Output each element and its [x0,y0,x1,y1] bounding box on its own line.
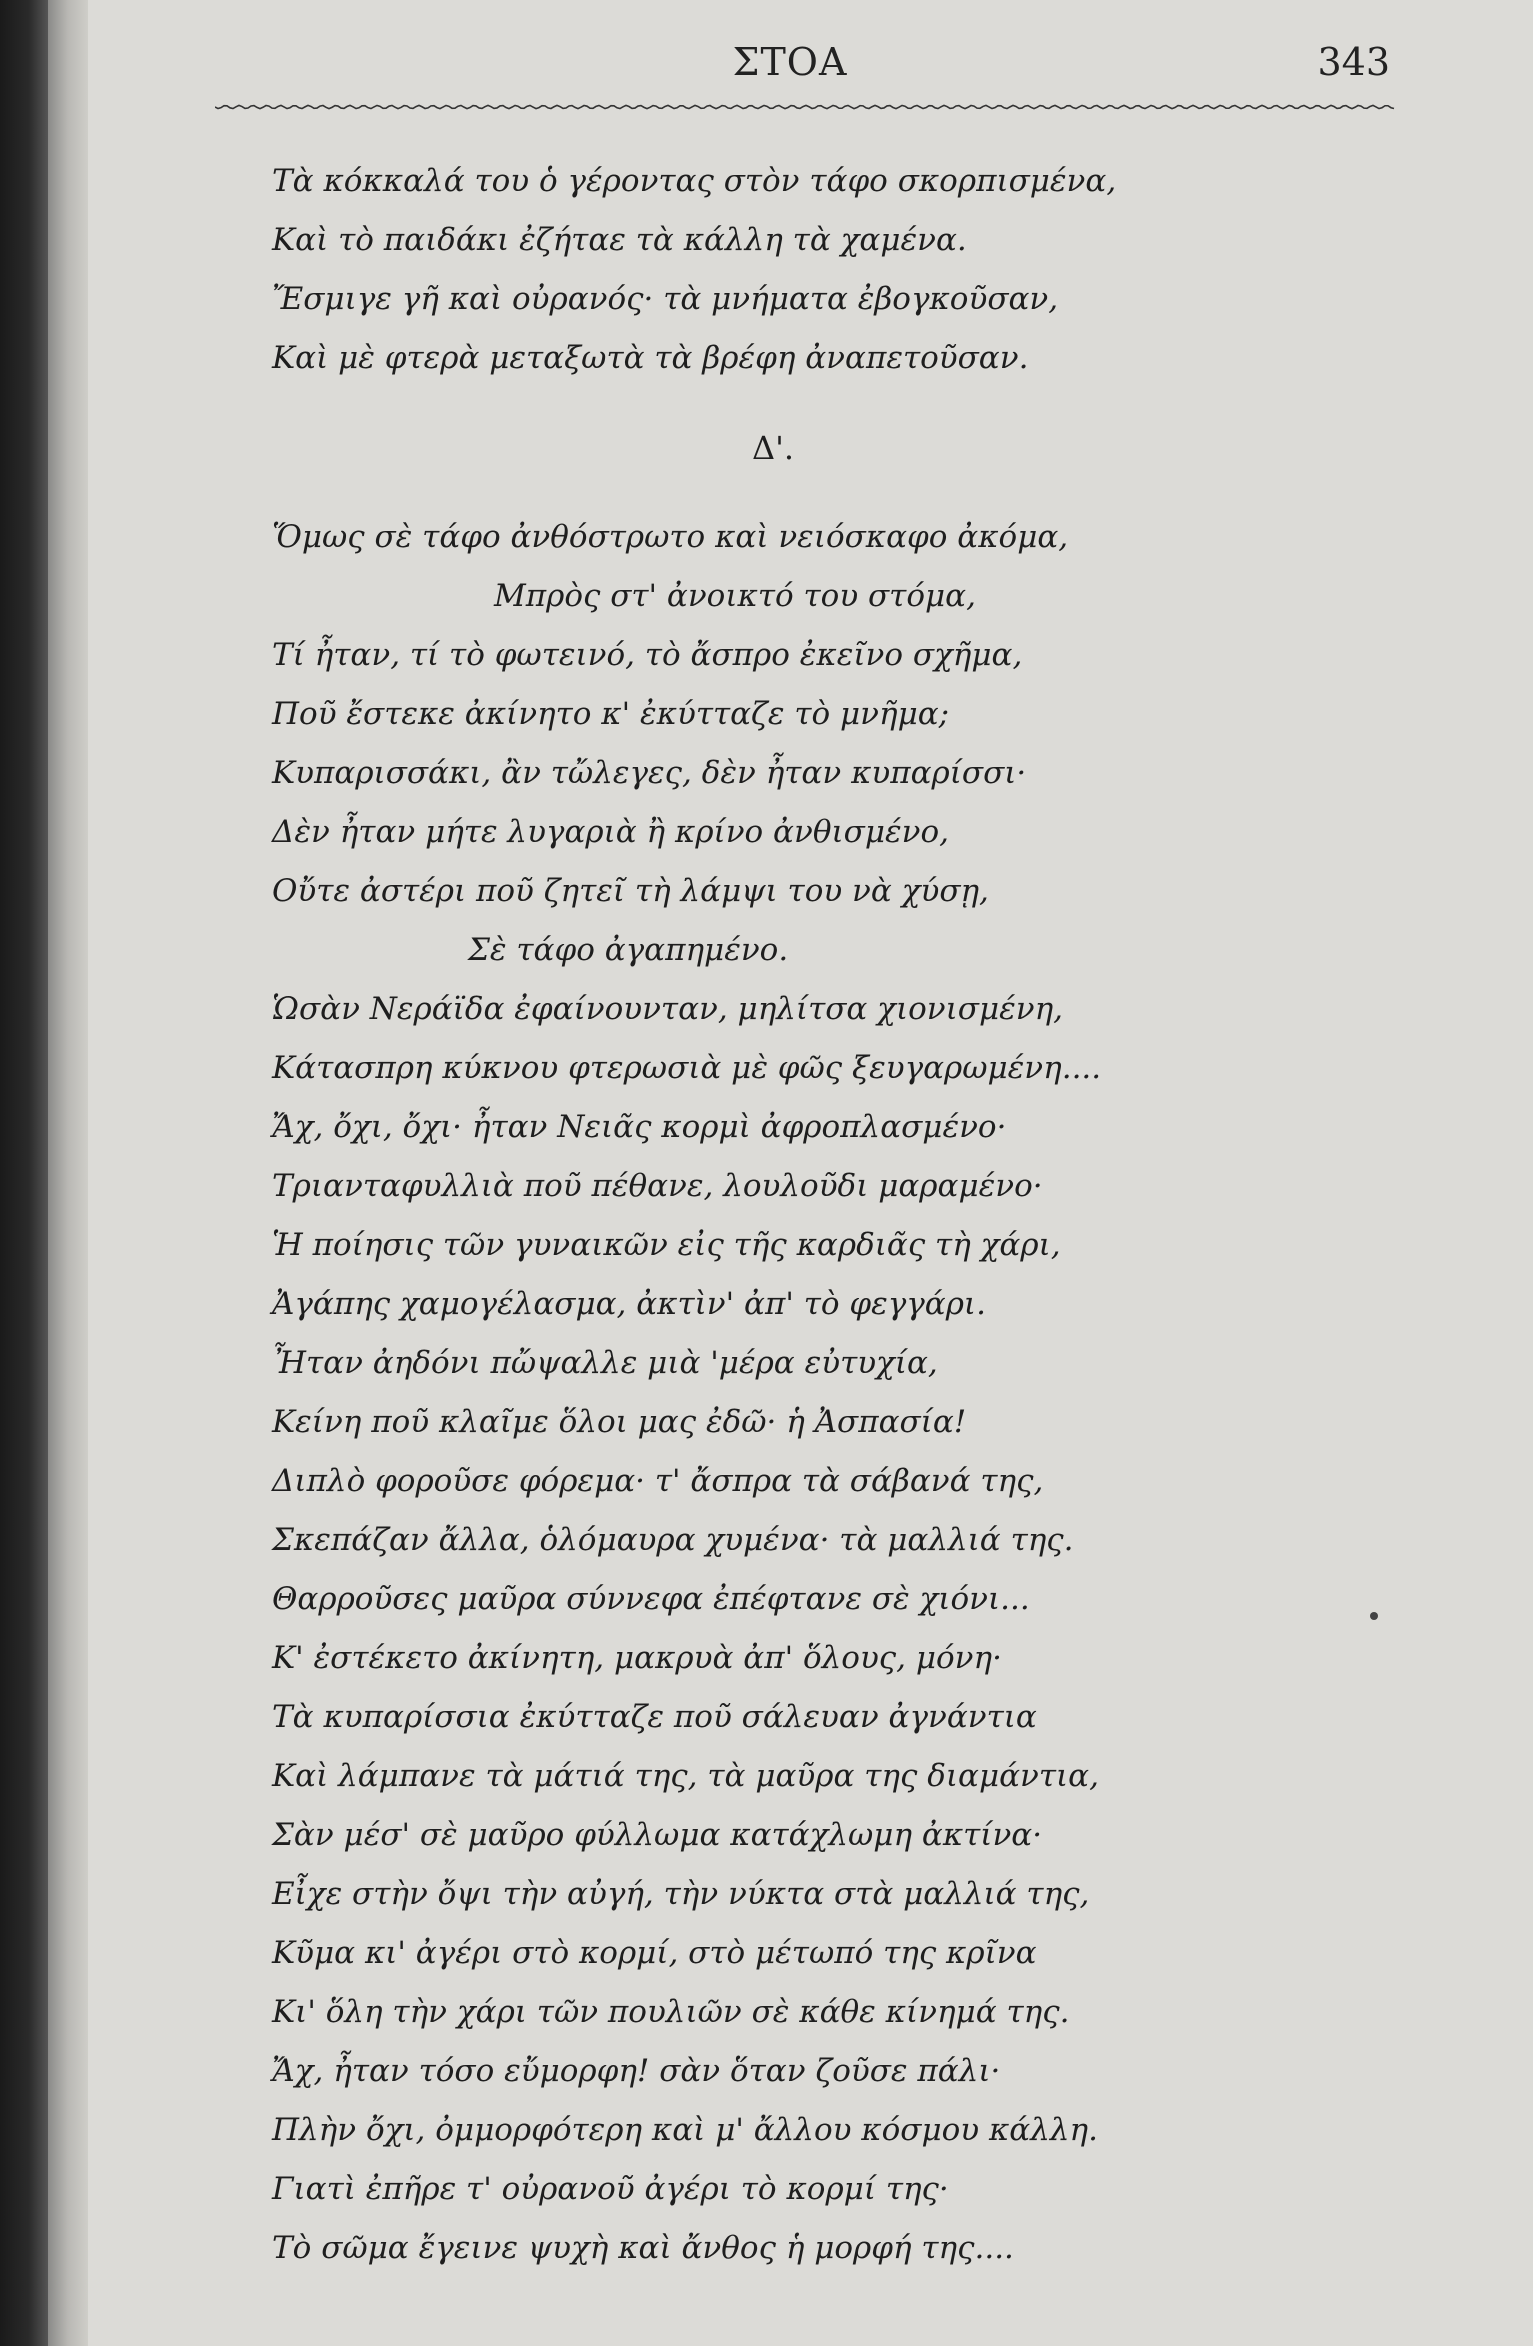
poem-line: Τὰ κόκκαλά του ὁ γέροντας στὸν τάφο σκορπισμένα, [272,163,1117,199]
poem-line: Κῦμα κι' ἀγέρι στὸ κορμί, στὸ μέτωπό της κρῖνα [272,1935,1037,1971]
scan-left-edge [0,0,48,2346]
poem-line: Σὰν μέσ' σὲ μαῦρο φύλλωμα κατάχλωμη ἀκτίνα· [272,1817,1043,1853]
poem-line: Κυπαρισσάκι, ἂν τὤλεγες, δὲν ἦταν κυπαρίσσι· [272,755,1027,791]
poem-line: Ἄχ, ὄχι, ὄχι· ἦταν Νειᾶς κορμὶ ἀφροπλασμένο· [272,1109,1007,1145]
poem-line: Διπλὸ φοροῦσε φόρεμα· τ' ἄσπρα τὰ σάβανά της, [272,1463,1044,1499]
poem-line: Τὰ κυπαρίσσια ἐκύτταζε ποῦ σάλευαν ἀγνάντια [272,1699,1037,1735]
poem-line: Κείνη ποῦ κλαῖμε ὅλοι μας ἐδῶ· ἡ Ἀσπασία! [272,1404,967,1440]
page-header [180,40,1400,90]
poem-line: Τί ἦταν, τί τὸ φωτεινό, τὸ ἄσπρο ἐκεῖνο σχῆμα, [272,637,1023,673]
poem-line: Καὶ τὸ παιδάκι ἐζήταε τὰ κάλλη τὰ χαμένα. [272,222,967,258]
poem-line: Τὸ σῶμα ἔγεινε ψυχὴ καὶ ἄνθος ἡ μορφή της.... [272,2230,1014,2266]
poem-line: Σκεπάζαν ἄλλα, ὁλόμαυρα χυμένα· τὰ μαλλιά της. [272,1522,1074,1558]
poem-line: Κ' ἐστέκετο ἀκίνητη, μακρυὰ ἀπ' ὅλους, μόνη· [272,1640,1002,1676]
poem-line: Ἦταν ἀηδόνι πὤψαλλε μιὰ 'μέρα εὐτυχία, [272,1345,938,1381]
poem-line: Ποῦ ἔστεκε ἀκίνητο κ' ἐκύτταζε τὸ μνῆμα; [272,696,950,732]
poem-line: Ἀγάπης χαμογέλασμα, ἀκτὶν' ἀπ' τὸ φεγγάρι. [272,1286,986,1322]
poem-line: Τριανταφυλλιὰ ποῦ πέθανε, λουλοῦδι μαραμένο· [272,1168,1043,1204]
poem-line: Εἶχε στὴν ὄψι τὴν αὐγή, τὴν νύκτα στὰ μαλλιά της, [272,1876,1090,1912]
poem-line: Ὅμως σὲ τάφο ἀνθόστρωτο καὶ νειόσκαφο ἀκόμα, [272,519,1069,555]
poem-line: Ὡσὰν Νεράϊδα ἐφαίνουνταν, μηλίτσα χιονισμένη, [272,991,1063,1027]
poem-line: Θαρροῦσες μαῦρα σύννεφα ἐπέφτανε σὲ χιόνι... [272,1581,1030,1617]
poem-line: Κάτασπρη κύκνου φτερωσιὰ μὲ φῶς ξευγαρωμένη.... [272,1050,1102,1086]
poem-line: Ἄχ, ἦταν τόσο εὔμορφη! σὰν ὅταν ζοῦσε πάλι· [272,2053,1001,2089]
poem-line: Γιατὶ ἐπῆρε τ' οὐρανοῦ ἀγέρι τὸ κορμί της· [272,2171,949,2207]
poem-line: Καὶ λάμπανε τὰ μάτιά της, τὰ μαῦρα της διαμάντια, [272,1758,1099,1794]
page-number: 343 [1317,40,1390,84]
poem-line: Μπρὸς στ' ἀνοικτό του στόμα, [494,578,976,614]
header-wavy-rule [215,104,1395,110]
book-binding-shadow [48,0,88,2346]
running-title: ΣΤΟΑ [732,40,848,84]
poem-line: Σὲ τάφο ἀγαπημένο. [468,932,789,968]
poem-line: Δὲν ἦταν μήτε λυγαριὰ ἢ κρίνο ἀνθισμένο, [272,814,949,850]
poem-line: Κι' ὅλη τὴν χάρι τῶν πουλιῶν σὲ κάθε κίνημά της. [272,1994,1070,2030]
section-heading: Δ'. [752,429,795,467]
poem-line: Ἡ ποίησις τῶν γυναικῶν εἰς τῆς καρδιᾶς τὴ χάρι, [272,1227,1061,1263]
poem-line: Πλὴν ὄχι, ὀμμορφότερη καὶ μ' ἄλλου κόσμου κάλλη. [272,2112,1098,2148]
poem-line: Ἔσμιγε γῆ καὶ οὐρανός· τὰ μνήματα ἐβογκοῦσαν, [272,281,1059,317]
poem-body [272,152,1272,2278]
poem-line: Οὔτε ἀστέρι ποῦ ζητεῖ τὴ λάμψι του νὰ χύσῃ, [272,873,989,909]
poem-line: Καὶ μὲ φτερὰ μεταξωτὰ τὰ βρέφη ἀναπετοῦσαν. [272,340,1029,376]
ink-speck [1370,1612,1378,1620]
